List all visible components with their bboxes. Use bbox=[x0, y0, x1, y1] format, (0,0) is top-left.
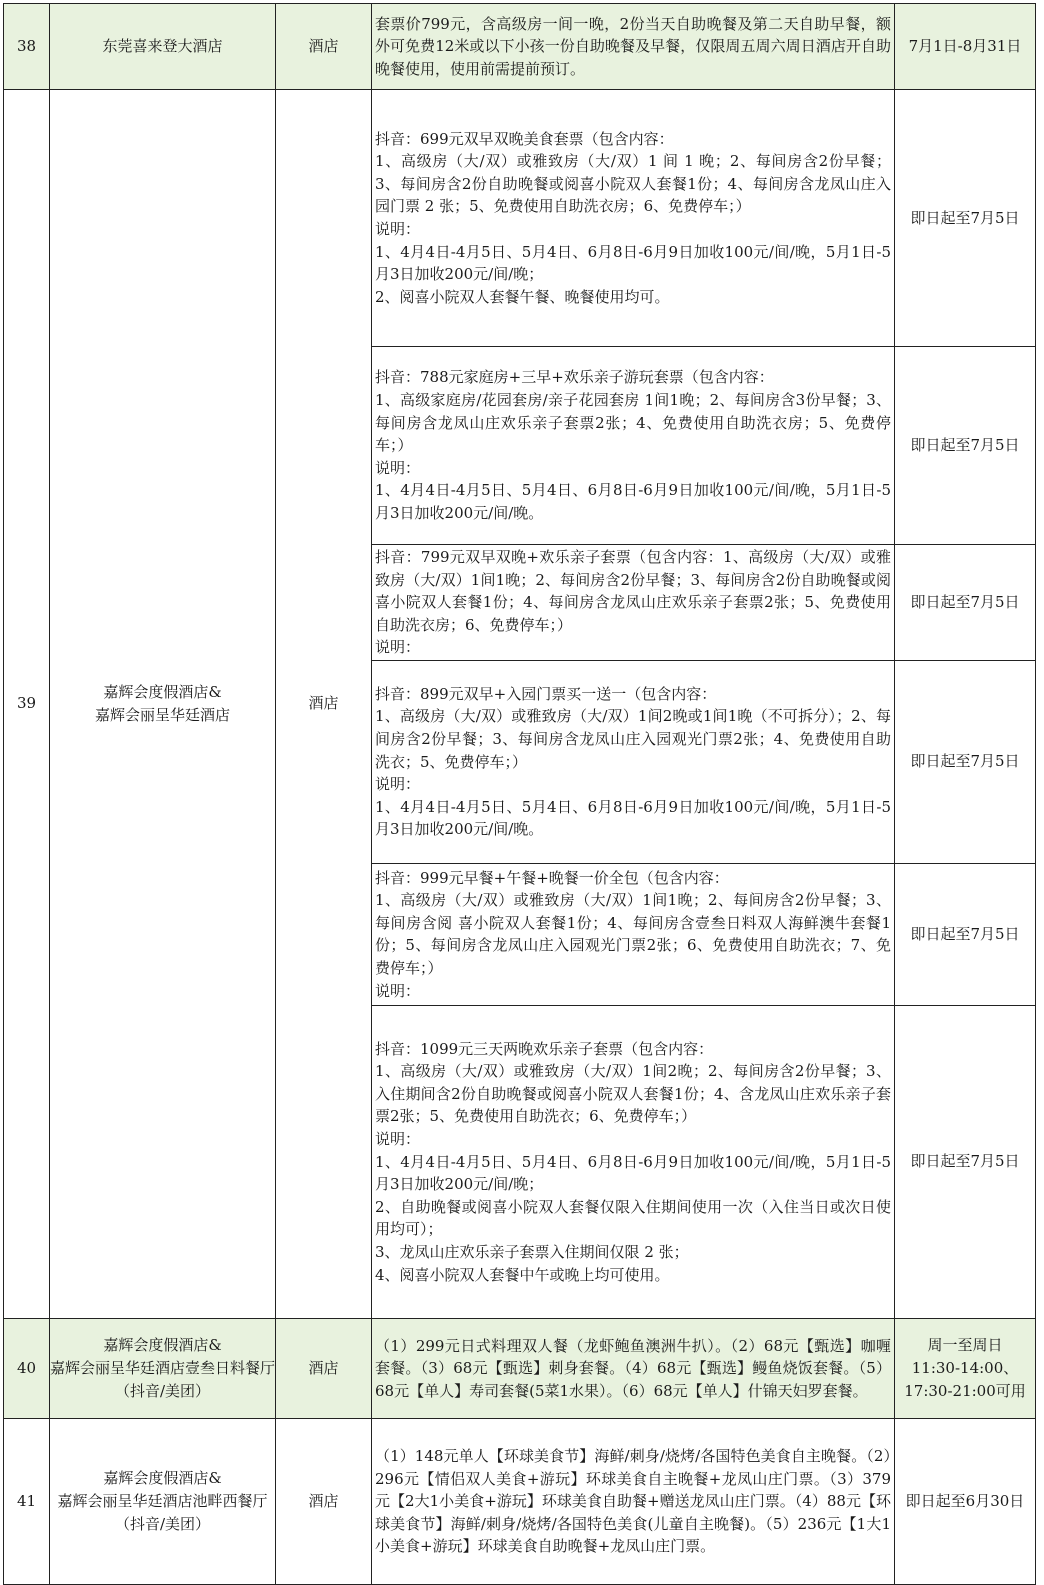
venue-name: 东莞喜来登大酒店 bbox=[50, 4, 276, 90]
venue-type: 酒店 bbox=[276, 1418, 372, 1584]
venue-name: 嘉辉会度假酒店& 嘉辉会丽呈华廷酒店 bbox=[50, 90, 276, 1319]
row-number: 41 bbox=[4, 1418, 50, 1584]
valid-period: 即日起至7月5日 bbox=[895, 1005, 1036, 1318]
venue-name: 嘉辉会度假酒店& 嘉辉会丽呈华廷酒店壹叁日料餐厅（抖音/美团） bbox=[50, 1318, 276, 1418]
valid-period: 即日起至7月5日 bbox=[895, 90, 1036, 347]
valid-period: 即日起至7月5日 bbox=[895, 545, 1036, 661]
offer-description: 抖音：999元早餐+午餐+晚餐一价全包（包含内容： 1、高级房（大/双）或雅致房（大/双）1间1晚；2、每间房含2份早餐；3、每间房含阅 喜小院双人套餐1份；4、每间房含壹叁日料双人海鲜澳牛套餐1份；5、每间房含龙凤山庄入园观光门票2张；6、免费使用自助洗衣；7、免费停车；） 说明： bbox=[372, 863, 895, 1005]
valid-period: 即日起至6月30日 bbox=[895, 1418, 1036, 1584]
table-row bbox=[4, 1418, 1036, 1584]
row-number: 39 bbox=[4, 90, 50, 1319]
offer-description: 抖音：899元双早+入园门票买一送一（包含内容： 1、高级房（大/双）或雅致房（大/双）1间2晚或1间1晚（不可拆分）；2、每间房含2份早餐；3、每间房含龙凤山庄入园观光门票2张；4、免费使用自助洗衣；5、免费停车；） 说明： 1、4月4日-4月5日、5月4日、6月8日-6月9日加收100元/间/晚，5月1日-5月3日加收200元/间/晚。 bbox=[372, 660, 895, 863]
offer-description: 套票价799元，含高级房一间一晚，2份当天自助晚餐及第二天自助早餐，额外可免费12米或以下小孩一份自助晚餐及早餐，仅限周五周六周日酒店开自助晚餐使用，使用前需提前预订。 bbox=[372, 4, 895, 90]
valid-period: 周一至周日 11:30-14:00、 17:30-21:00可用 bbox=[895, 1318, 1036, 1418]
valid-period: 7月1日-8月31日 bbox=[895, 4, 1036, 90]
table-row bbox=[4, 4, 1036, 90]
offer-description: （1）148元单人【环球美食节】海鲜/刺身/烧烤/各国特色美食自主晚餐。（2）296元【情侣双人美食+游玩】环球美食自主晚餐+龙凤山庄门票。（3）379元【2大1小美食+游玩】环球美食自助餐+赠送龙凤山庄门票。（4）88元【环球美食节】海鲜/刺身/烧烤/各国特色美食(儿童自主晚餐)。（5）236元【1大1小美食+游玩】环球美食自助晚餐+龙凤山庄门票。 bbox=[372, 1418, 895, 1584]
valid-period: 即日起至7月5日 bbox=[895, 347, 1036, 545]
offer-description: 抖音：699元双早双晚美食套票（包含内容： 1、高级房（大/双）或雅致房（大/双）1 间 1 晚；2、每间房含2份早餐；3、每间房含2份自助晚餐或阅喜小院双人套餐1份；4、每间房含龙凤山庄入园门票 2 张；5、免费使用自助洗衣房；6、免费停车；） 说明： 1、4月4日-4月5日、5月4日、6月8日-6月9日加收100元/间/晚，5月1日-5 月3日加收200元/间/晚； 2、阅喜小院双人套餐午餐、晚餐使用均可。 bbox=[372, 90, 895, 347]
venue-type: 酒店 bbox=[276, 4, 372, 90]
table-row bbox=[4, 1318, 1036, 1418]
valid-period: 即日起至7月5日 bbox=[895, 863, 1036, 1005]
venue-type: 酒店 bbox=[276, 1318, 372, 1418]
row-number: 40 bbox=[4, 1318, 50, 1418]
promotion-table bbox=[3, 3, 1036, 1585]
offer-description: 抖音：1099元三天两晚欢乐亲子套票（包含内容： 1、高级房（大/双）或雅致房（大/双）1间2晚；2、每间房含2份早餐；3、入住期间含2份自助晚餐或阅喜小院双人套餐1份；4、含龙凤山庄欢乐亲子套票2张；5、免费使用自助洗衣；6、免费停车；） 说明： 1、4月4日-4月5日、5月4日、6月8日-6月9日加收100元/间/晚，5月1日-5月3日加收200元/间/晚； 2、自助晚餐或阅喜小院双人套餐仅限入住期间使用一次（入住当日或次日使用均可）； 3、龙凤山庄欢乐亲子套票入住期间仅限 2 张； 4、阅喜小院双人套餐中午或晚上均可使用。 bbox=[372, 1005, 895, 1318]
row-number: 38 bbox=[4, 4, 50, 90]
valid-period: 即日起至7月5日 bbox=[895, 660, 1036, 863]
offer-description: 抖音：799元双早双晚+欢乐亲子套票（包含内容：1、高级房（大/双）或雅致房（大/双）1间1晚；2、每间房含2份早餐；3、每间房含2份自助晚餐或阅喜小院双人套餐1份；4、每间房含龙凤山庄欢乐亲子套票2张；5、免费使用自助洗衣房；6、免费停车；） 说明： bbox=[372, 545, 895, 661]
offer-description: （1）299元日式料理双人餐（龙虾鲍鱼澳洲牛扒）。（2）68元【甄选】咖喱套餐。（3）68元【甄选】刺身套餐。（4）68元【甄选】鳗鱼烧饭套餐。（5）68元【单人】寿司套餐(5菜1水果）。（6）68元【单人】什锦天妇罗套餐。 bbox=[372, 1318, 895, 1418]
table-row bbox=[4, 90, 1036, 347]
offer-description: 抖音：788元家庭房+三早+欢乐亲子游玩套票（包含内容： 1、高级家庭房/花园套房/亲子花园套房 1间1晚；2、每间房含3份早餐；3、每间房含龙凤山庄欢乐亲子套票2张；4、免费使用自助洗衣房；5、免费停车；） 说明： 1、4月4日-4月5日、5月4日、6月8日-6月9日加收100元/间/晚，5月1日-5月3日加收200元/间/晚。 bbox=[372, 347, 895, 545]
venue-type: 酒店 bbox=[276, 90, 372, 1319]
venue-name: 嘉辉会度假酒店& 嘉辉会丽呈华廷酒店池畔西餐厅（抖音/美团） bbox=[50, 1418, 276, 1584]
